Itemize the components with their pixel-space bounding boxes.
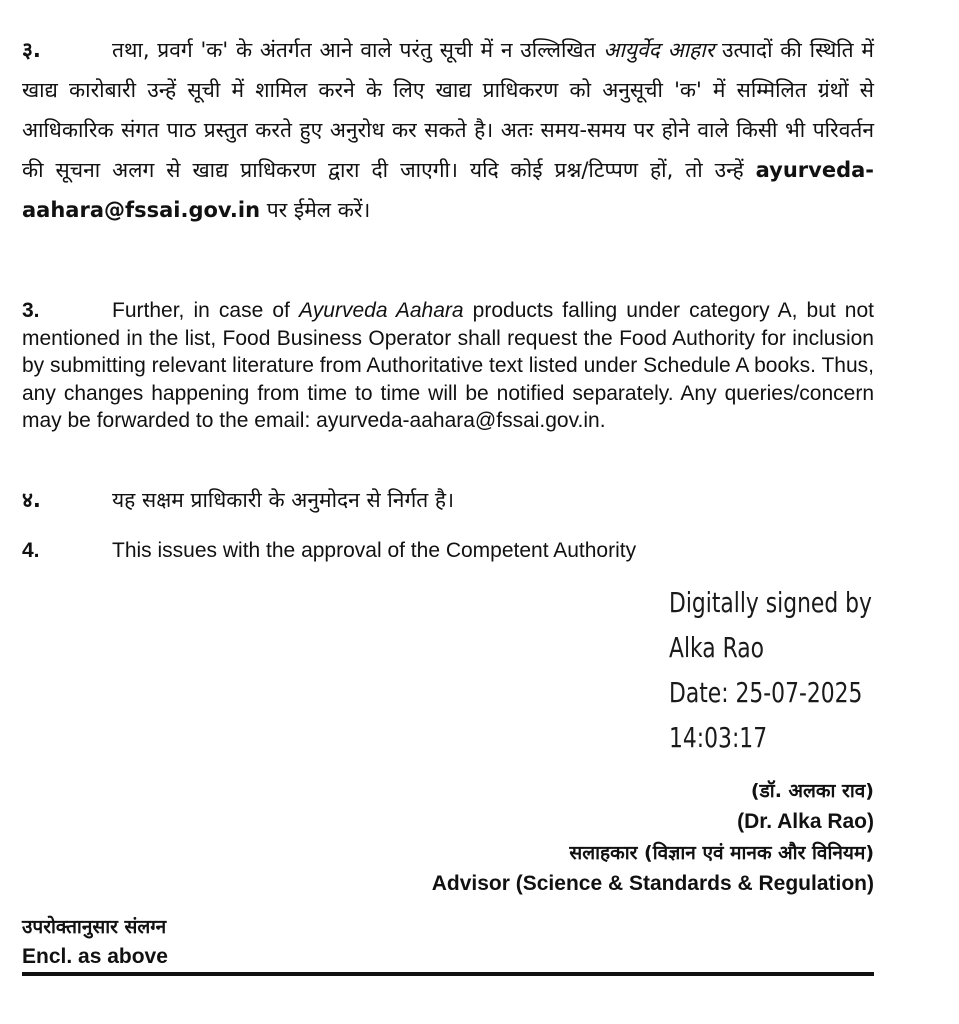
signer-name: Alka Rao (669, 631, 765, 664)
enclosure-english: Encl. as above (22, 945, 168, 968)
paragraph-text: Further, in case of (112, 299, 299, 322)
signatory-name-english: (Dr. Alka Rao) (737, 810, 874, 833)
signature-date: Date: 25-07-2025 (669, 676, 863, 709)
paragraph-4-english (22, 536, 874, 566)
signature-line: Digitally signed by (669, 586, 872, 619)
italic-term: आयुर्वेद आहार (603, 38, 715, 62)
signature-time: 14:03:17 (669, 721, 768, 754)
enclosure-hindi: उपरोक्तानुसार संलग्न (22, 916, 167, 938)
signatory-block (432, 776, 874, 900)
paragraph-4-hindi (22, 480, 874, 520)
paragraph-text: तथा, प्रवर्ग 'क' के अंतर्गत आने वाले परंतु सूची में न उल्लिखित (112, 38, 604, 62)
enclosure-note (22, 912, 168, 972)
email-address: ayurveda-aahara@fssai.gov.in (22, 158, 874, 222)
paragraph-number: 3. (22, 299, 40, 322)
paragraph-3-hindi (22, 30, 874, 230)
paragraph-text: यह सक्षम प्राधिकारी के अनुमोदन से निर्गत है। (112, 488, 455, 512)
italic-term: Ayurveda Aahara (298, 299, 464, 322)
paragraph-text: products falling under category A, but not mentioned in the list, Food Business Operator shall request the Food Authority for inclusion by submitting relevant literature from Authoritative text listed under Schedule A books. Thus, any changes happening from time to time will be notified separately. Any queries/concern may be forwarded to the email: ayurveda-aahara@fssai.gov.in. (22, 299, 874, 432)
paragraph-text: This issues with the approval of the Competent Authority (112, 539, 637, 562)
signatory-name-hindi: (डॉ. अलका राव) (750, 780, 874, 802)
paragraph-text: पर ईमेल करें। (260, 198, 371, 222)
paragraph-text: उत्पादों की स्थिति में खाद्य कारोबारी उन्हें सूची में शामिल करने के लिए खाद्य प्राधिकरण को अनुसूची 'क' में सम्मिलित ग्रंथों से आधिकारिक संगत पाठ प्रस्तुत करते हुए अनुरोध कर सकते है। अतः समय-समय पर होने वाले किसी भी परिवर्तन की सूचना अलग से खाद्य प्राधिकरण द्वारा दी जाएगी। यदि कोई प्रश्न/टिप्पण हों, तो उन्हें (22, 38, 874, 182)
paragraph-number: ४. (22, 488, 41, 512)
horizontal-rule (22, 972, 874, 976)
signatory-designation-english: Advisor (Science & Standards & Regulation) (431, 872, 874, 895)
paragraph-number: 4. (22, 539, 40, 562)
paragraph-number: ३. (22, 38, 41, 62)
digital-signature (669, 580, 872, 760)
paragraph-3-english (22, 297, 874, 435)
signatory-designation-hindi: सलाहकार (विज्ञान एवं मानक और विनियम) (569, 842, 874, 864)
